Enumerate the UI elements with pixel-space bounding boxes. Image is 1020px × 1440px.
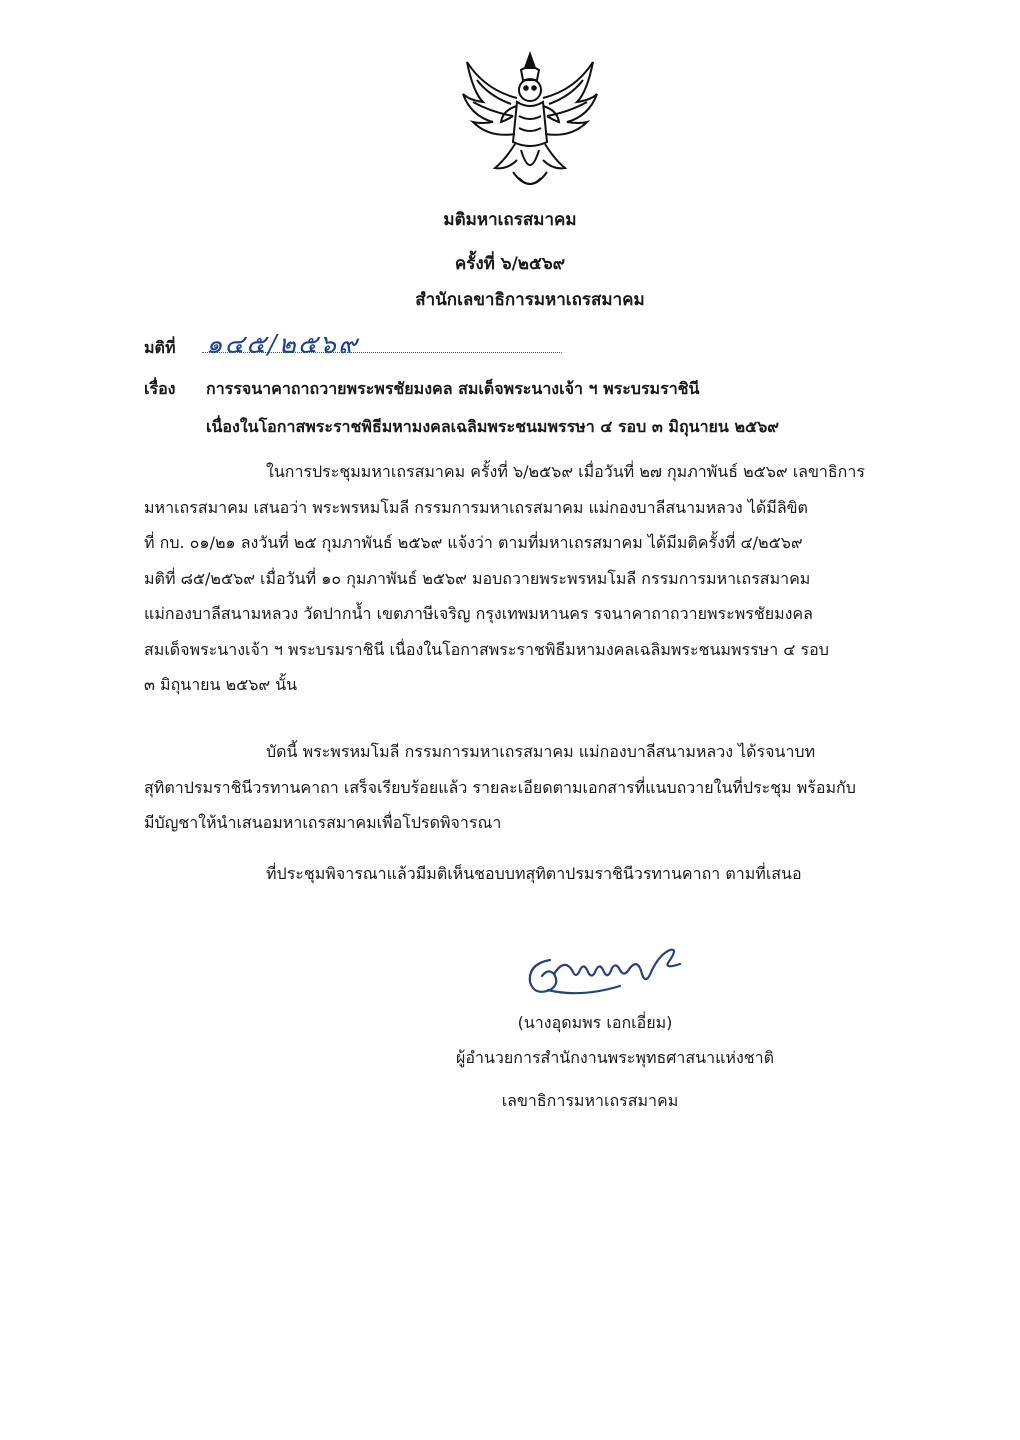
resolution-handwritten-number: ๑๔๕/๒๕๖๙ [206,330,359,360]
resolution-label: มติที่ [144,338,176,357]
paragraph-line: บัดนี้ พระพรหมโมลี กรรมการมหาเถรสมาคม แม่กองบาลีสนามหลวง ได้รจนาบท [266,742,816,761]
body-paragraph-1 [144,454,934,703]
resolution-number-row [144,328,444,358]
paragraph-line: แม่กองบาลีสนามหลวง วัดปากน้ำ เขตภาษีเจริญ กรุงเทพมหานคร รจนาคาถาถวายพระพรชัยมงคล [144,604,813,623]
handwritten-signature-icon [520,940,690,1010]
paragraph-line: ที่ประชุมพิจารณาแล้วมีมติเห็นชอบบทสุทิตาปรมราชินีวรทานคาถา ตามที่เสนอ [266,864,802,883]
paragraph-line: มีบัญชาให้นำเสนอมหาเถรสมาคมเพื่อโปรดพิจารณา [144,813,502,832]
subject-line: เนื่องในโอกาสพระราชพิธีมหามงคลเฉลิมพระชนมพรรษา ๔ รอบ ๓ มิถุนายน ๒๕๖๙ [206,417,779,436]
subject-text [206,370,926,446]
paragraph-line: ในการประชุมมหาเถรสมาคม ครั้งที่ ๖/๒๕๖๙ เมื่อวันที่ ๒๗ กุมภาพันธ์ ๒๕๖๙ เลขาธิการ [266,462,865,481]
issuing-office: สำนักเลขาธิการมหาเถรสมาคม [415,290,645,310]
paragraph-line: สุทิตาปรมราชินีวรทานคาถา เสร็จเรียบร้อยแล้ว รายละเอียดตามเอกสารที่แนบถวายในที่ประชุม พร้อมกับ [144,777,856,797]
body-paragraph-2 [144,734,934,841]
signatory-position-1: ผู้อำนวยการสำนักงานพระพุทธศาสนาแห่งชาติ [456,1048,774,1067]
subject-label: เรื่อง [144,379,176,398]
paragraph-line: สมเด็จพระนางเจ้า ฯ พระบรมราชินี เนื่องในโอกาสพระราชพิธีมหามงคลเฉลิมพระชนมพรรษา ๔ รอบ [144,639,829,659]
signatory-name: (นางอุดมพร เอกเอี่ยม) [517,1013,673,1032]
document-title: มติมหาเถรสมาคม [443,210,577,230]
paragraph-line: ๓ มิถุนายน ๒๕๖๙ นั้น [144,675,298,694]
paragraph-line: ที่ กบ. ๐๑/๒๑ ลงวันที่ ๒๕ กุมภาพันธ์ ๒๕๖๙ แจ้งว่า ตามที่มหาเถรสมาคม ได้มีมติครั้งที่ ๔/๒๕๖๙ [144,533,803,552]
subject-line: การรจนาคาถาถวายพระพรชัยมงคล สมเด็จพระนางเจ้า ฯ พระบรมราชินี [206,379,700,398]
meeting-number: ครั้งที่ ๖/๒๕๖๙ [454,254,566,274]
signatory-position-2: เลขาธิการมหาเถรสมาคม [501,1091,679,1110]
paragraph-line: มหาเถรสมาคม เสนอว่า พระพรหมโมลี กรรมการมหาเถรสมาคม แม่กองบาลีสนามหลวง ได้มีลิขิต [144,497,808,517]
dotted-fill-line [202,352,562,353]
paragraph-line: มติที่ ๘๕/๒๕๖๙ เมื่อวันที่ ๑๐ กุมภาพันธ์ ๒๕๖๙ มอบถวายพระพรหมโมลี กรรมการมหาเถรสมาคม [144,568,811,588]
body-paragraph-3 [144,856,934,892]
garuda-emblem-icon [455,50,605,200]
